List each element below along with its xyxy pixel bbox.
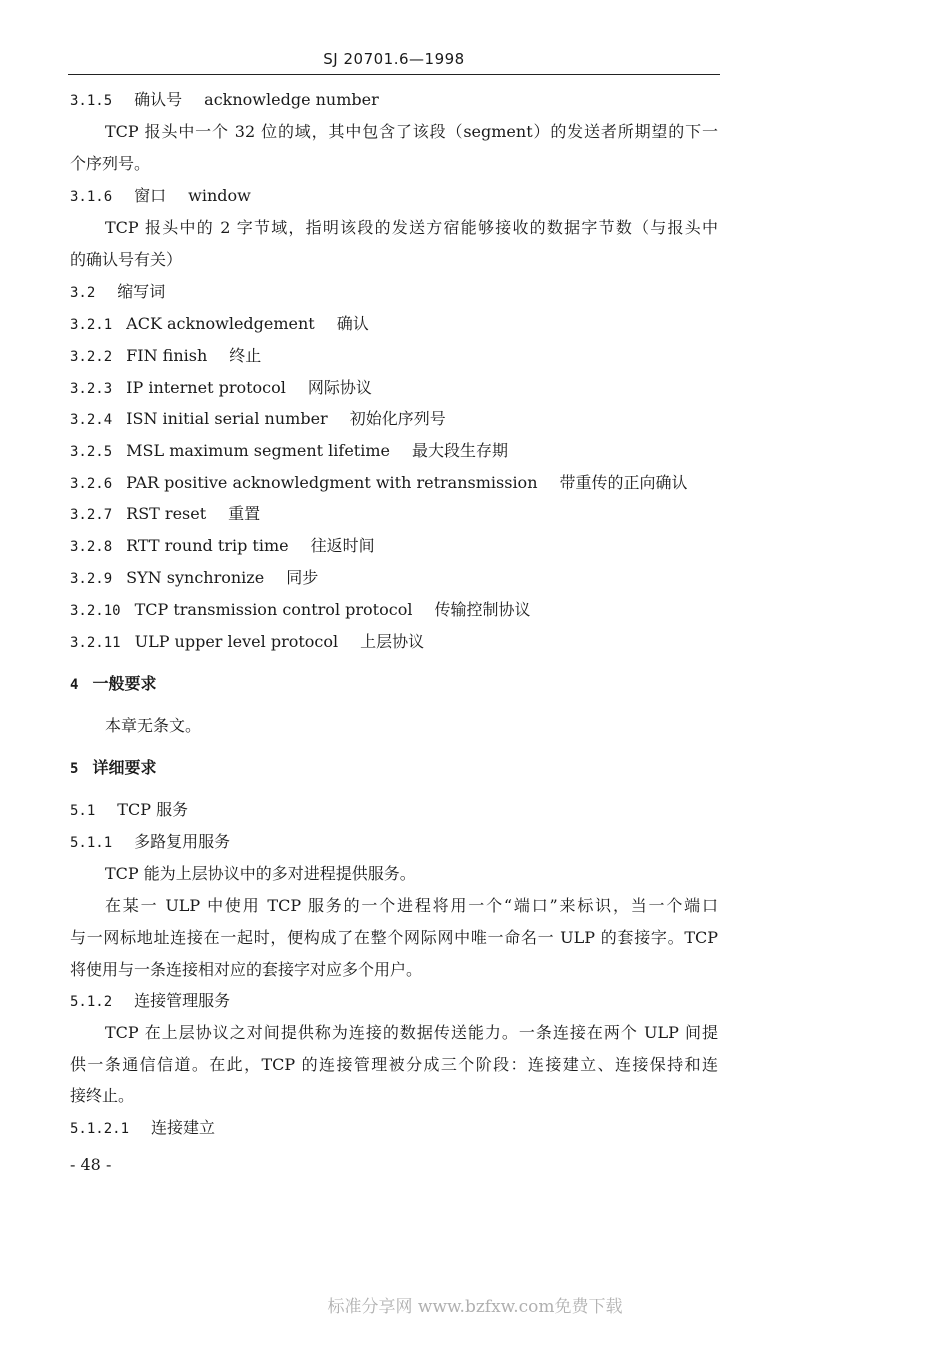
abbreviation-en: ISN initial serial number: [126, 409, 328, 428]
clause-number: 5.1: [70, 803, 96, 819]
clause-number: 3.2.9: [70, 571, 113, 587]
abbreviation-en: SYN synchronize: [126, 568, 265, 587]
clause-number: 3.2.6: [70, 476, 113, 492]
clause-number: 3.2.10: [70, 603, 121, 619]
abbreviation-zh: 上层协议: [360, 632, 425, 651]
section-number: 4: [70, 677, 79, 693]
clause-number: 3.2.11: [70, 635, 121, 651]
clause-number: 3.1.6: [70, 189, 113, 205]
clause-number: 5.1.2.1: [70, 1121, 130, 1137]
abbreviation-zh: 往返时间: [310, 536, 375, 555]
clause-3-1-6-paragraph-line-2: 的确认号有关）: [70, 250, 183, 269]
abbreviation-zh: 初始化序列号: [349, 409, 446, 428]
abbreviation-zh: 网际协议: [307, 378, 372, 397]
term-zh: 窗口: [134, 186, 167, 205]
abbreviation-item: [70, 503, 260, 526]
clause-5-1-1-paragraph-2-line-2: 与一网标地址连接在一起时，便构成了在整个网际网中唯一命名一 ULP 的套接字。TCP: [70, 928, 718, 947]
clause-5-1-1-paragraph-2-line-3: 将使用与一条连接相对应的套接字对应多个用户。: [70, 960, 423, 979]
term-zh: 确认号: [134, 90, 183, 109]
abbreviation-item: [70, 408, 446, 431]
abbreviation-item: [70, 440, 508, 463]
abbreviation-en: RTT round trip time: [126, 536, 289, 555]
page-number: - 48 -: [70, 1155, 112, 1174]
clause-3-1-5-paragraph-line-1: TCP 报头中一个 32 位的域，其中包含了该段（segment）的发送者所期望的下一: [105, 122, 718, 141]
clause-number: 3.2.2: [70, 349, 113, 365]
clause-3-1-5-paragraph-line-2: 个序列号。: [70, 154, 151, 173]
clause-number: 3.2.5: [70, 444, 113, 460]
section-4-heading: [70, 673, 156, 696]
abbreviation-item: [70, 631, 424, 654]
abbreviation-item: [70, 567, 318, 590]
term-en: window: [188, 186, 251, 205]
section-5-heading: [70, 757, 156, 780]
abbreviation-zh: 终止: [229, 346, 262, 365]
clause-number: 3.2: [70, 285, 96, 301]
abbreviation-zh: 同步: [286, 568, 319, 587]
clause-5-1-1-paragraph-2-line-1: 在某一 ULP 中使用 TCP 服务的一个进程将用一个“端口”来标识，当一个端口: [105, 896, 718, 915]
section-title: 详细要求: [92, 758, 157, 777]
section-title: 一般要求: [92, 674, 157, 693]
abbreviation-zh: 确认: [336, 314, 369, 333]
abbreviation-en: TCP transmission control protocol: [134, 600, 413, 619]
header-rule: [68, 74, 720, 75]
clause-3-1-5-heading: [70, 89, 379, 112]
clause-3-1-6-paragraph-line-1: TCP 报头中的 2 字节域，指明该段的发送方宿能够接收的数据字节数（与报头中: [105, 218, 718, 237]
clause-title: 连接管理服务: [134, 991, 231, 1010]
clause-number: 3.2.4: [70, 412, 113, 428]
abbreviation-zh: 带重传的正向确认: [559, 473, 688, 492]
clause-title: 多路复用服务: [134, 832, 231, 851]
abbreviation-en: RST reset: [126, 504, 207, 523]
term-en: acknowledge number: [204, 90, 379, 109]
clause-title: TCP 服务: [117, 800, 189, 819]
clause-number: 3.2.1: [70, 317, 113, 333]
abbreviation-item: [70, 535, 375, 558]
abbreviation-en: PAR positive acknowledgment with retransmission: [126, 473, 538, 492]
clause-5-1-1-paragraph-1: TCP 能为上层协议中的多对进程提供服务。: [105, 864, 416, 883]
abbreviation-item: [70, 345, 261, 368]
abbreviation-en: FIN finish: [126, 346, 208, 365]
clause-5-1-2-paragraph-line-3: 接终止。: [70, 1086, 135, 1105]
clause-title: 缩写词: [117, 282, 166, 301]
abbreviation-en: MSL maximum segment lifetime: [126, 441, 390, 460]
watermark: 标准分享网 www.bzfxw.com免费下载: [327, 1297, 623, 1317]
abbreviation-zh: 传输控制协议: [434, 600, 531, 619]
abbreviation-en: ULP upper level protocol: [134, 632, 339, 651]
clause-5-1-2-heading: [70, 990, 230, 1013]
abbreviation-item: [70, 377, 372, 400]
section-number: 5: [70, 761, 79, 777]
clause-number: 5.1.1: [70, 835, 113, 851]
clause-number: 3.1.5: [70, 93, 113, 109]
abbreviation-item: [70, 472, 688, 495]
abbreviation-en: IP internet protocol: [126, 378, 286, 397]
clause-title: 连接建立: [151, 1118, 216, 1137]
clause-5-1-2-paragraph-line-2: 供一条通信信道。在此，TCP 的连接管理被分成三个阶段：连接建立、连接保持和连: [70, 1055, 718, 1074]
section-4-text: 本章无条文。: [105, 716, 202, 735]
clause-number: 3.2.7: [70, 507, 113, 523]
document-header-code: SJ 20701.6—1998: [323, 50, 465, 68]
abbreviation-zh: 重置: [228, 504, 261, 523]
clause-3-2-heading: [70, 281, 165, 304]
clause-number: 3.2.3: [70, 381, 113, 397]
abbreviation-item: [70, 313, 369, 336]
clause-5-1-heading: [70, 799, 188, 822]
clause-5-1-2-1-heading: [70, 1117, 215, 1140]
clause-5-1-1-heading: [70, 831, 230, 854]
abbreviation-en: ACK acknowledgement: [126, 314, 315, 333]
clause-5-1-2-paragraph-line-1: TCP 在上层协议之对间提供称为连接的数据传送能力。一条连接在两个 ULP 间提: [105, 1023, 718, 1042]
clause-3-1-6-heading: [70, 185, 251, 208]
abbreviation-item: [70, 599, 530, 622]
clause-number: 5.1.2: [70, 994, 113, 1010]
clause-number: 3.2.8: [70, 539, 113, 555]
abbreviation-zh: 最大段生存期: [412, 441, 509, 460]
